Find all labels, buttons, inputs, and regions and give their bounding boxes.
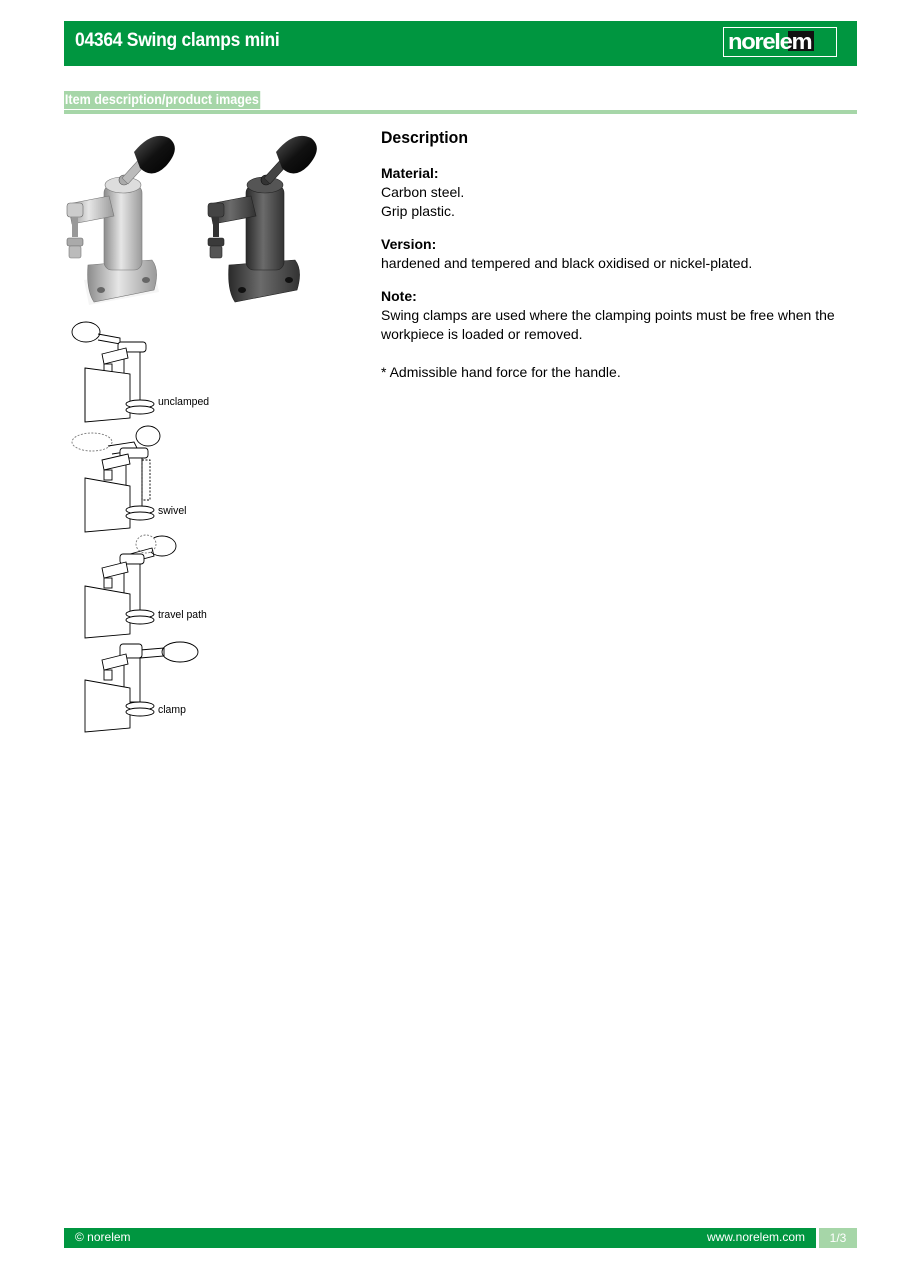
section-label: Item description/product images [64, 92, 259, 107]
norelem-logo [723, 27, 837, 57]
material-line: Grip plastic. [381, 203, 455, 219]
version-block [381, 235, 861, 273]
diagram-caption: clamp [158, 704, 186, 716]
note-block [381, 287, 861, 382]
website-link[interactable]: www.norelem.com [706, 1230, 805, 1244]
page-number: 1/3 [816, 1228, 857, 1248]
version-text: hardened and tempered and black oxidised or nickel-plated. [381, 255, 753, 271]
diagram-caption: swivel [158, 505, 187, 517]
page-footer [64, 1228, 857, 1248]
material-line: Carbon steel. [381, 184, 465, 200]
diagram-caption: travel path [158, 609, 207, 621]
diagram-unclamped [70, 318, 160, 424]
diagram-travel-path [70, 532, 180, 642]
version-label: Version: [381, 236, 437, 252]
logo-text: norelem [728, 29, 812, 54]
section-rule [64, 110, 857, 114]
note-label: Note: [381, 288, 417, 304]
page-title: 04364 Swing clamps mini [75, 30, 280, 51]
section-header [64, 91, 857, 115]
page-header [64, 21, 857, 66]
product-photo-black [203, 130, 328, 310]
diagram-swivel [70, 424, 165, 534]
description-section [381, 128, 861, 396]
material-block [381, 164, 861, 221]
diagram-clamp [70, 640, 202, 736]
description-heading: Description [381, 128, 468, 147]
footnote-text: * Admissible hand force for the handle. [381, 364, 621, 380]
material-label: Material: [381, 165, 439, 181]
copyright-text: © norelem [75, 1230, 131, 1244]
note-text: Swing clamps are used where the clamping points must be free when the workpiece is loaded or removed. [381, 307, 835, 342]
product-photo-nickel [64, 130, 184, 310]
diagram-caption: unclamped [158, 396, 210, 408]
